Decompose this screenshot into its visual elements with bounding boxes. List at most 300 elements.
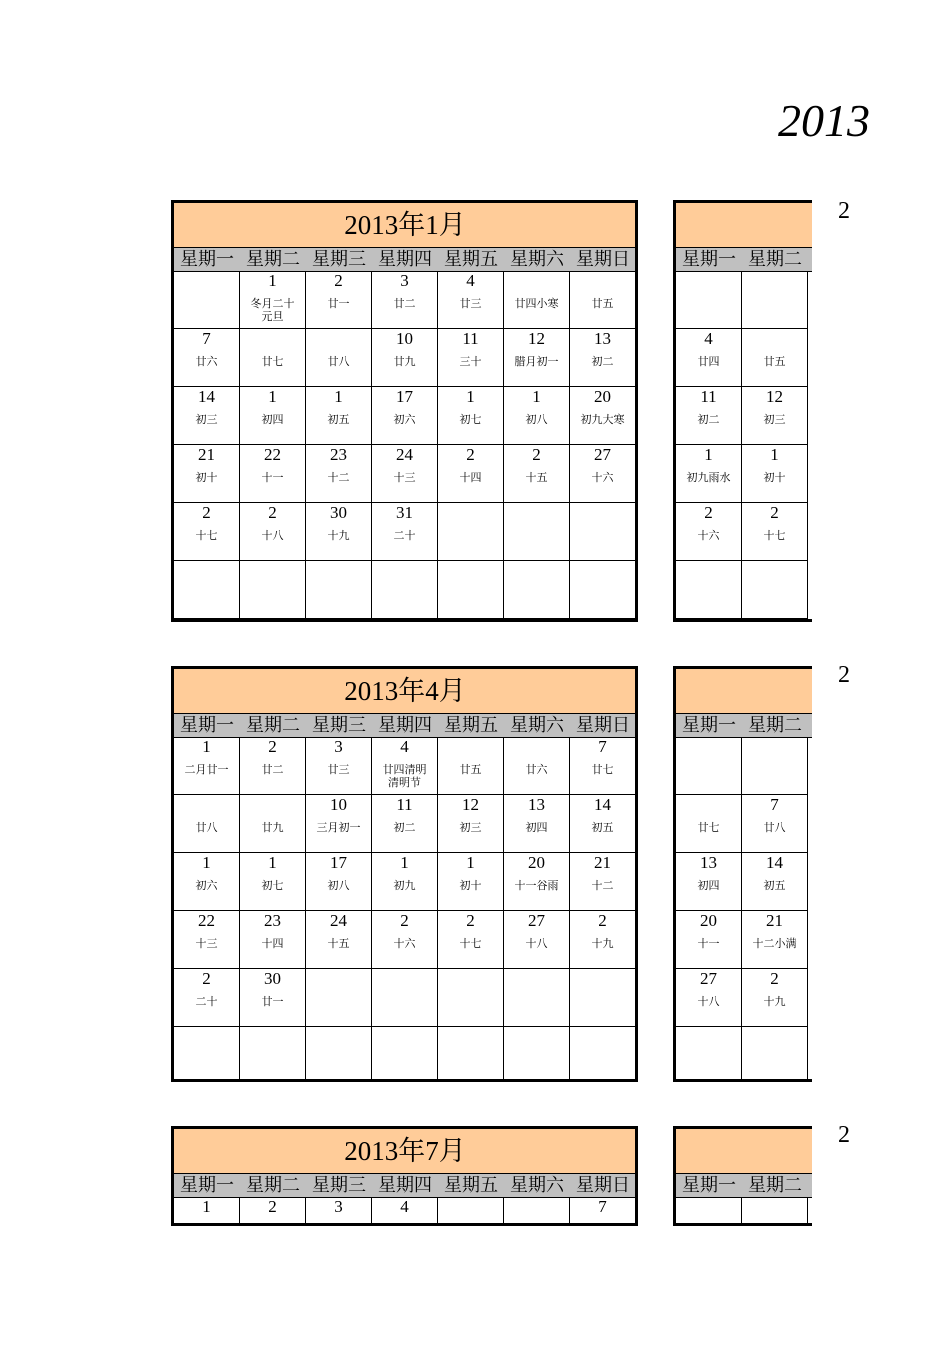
month-header — [676, 203, 812, 248]
day-cell[interactable] — [372, 911, 438, 969]
day-number: 2 — [202, 969, 211, 988]
lunar-date: 廿四清明 清明节 — [382, 763, 427, 789]
lunar-date: 初七 — [261, 879, 284, 892]
day-cell[interactable] — [742, 969, 808, 1027]
lunar-date: 初五 — [763, 879, 786, 892]
month-calendar — [171, 200, 638, 622]
weekday-label: 星期一 — [682, 1175, 736, 1196]
day-number: 13 — [594, 329, 611, 348]
day-number: 4 — [466, 271, 475, 290]
day-number: 1 — [704, 445, 713, 464]
day-cell[interactable] — [240, 387, 306, 445]
day-cell[interactable] — [504, 737, 570, 795]
month-header — [676, 1129, 812, 1174]
day-number: 14 — [766, 853, 783, 872]
day-cell[interactable] — [570, 853, 636, 911]
weekday-label: 星期五 — [444, 715, 498, 736]
day-number: 3 — [334, 1197, 343, 1216]
day-number: 2 — [334, 271, 343, 290]
weekday-label: 星期六 — [510, 249, 564, 270]
month-title: 2013年4月 — [344, 676, 466, 706]
day-cell[interactable] — [570, 969, 636, 1027]
month-header — [174, 203, 635, 248]
day-number: 1 — [400, 853, 409, 872]
lunar-date: 十六 — [393, 937, 416, 950]
lunar-date: 初二 — [591, 355, 614, 368]
day-number: 12 — [528, 329, 545, 348]
weekday-row — [676, 248, 812, 272]
lunar-date: 廿八 — [327, 355, 350, 368]
day-number: 2 — [532, 445, 541, 464]
lunar-date: 十七 — [763, 529, 786, 542]
day-cell[interactable] — [174, 795, 240, 853]
lunar-date: 初五 — [591, 821, 614, 834]
day-cell[interactable] — [676, 503, 742, 561]
day-number: 23 — [330, 445, 347, 464]
weekday-label: 星期二 — [246, 1175, 300, 1196]
day-number: 20 — [528, 853, 545, 872]
day-number: 7 — [598, 1197, 607, 1216]
lunar-date: 廿八 — [195, 821, 218, 834]
day-cell[interactable] — [306, 503, 372, 561]
lunar-date: 廿六 — [525, 763, 548, 776]
day-number: 4 — [704, 329, 713, 348]
day-cell[interactable] — [570, 795, 636, 853]
day-cell[interactable] — [676, 445, 742, 503]
day-number: 2 — [704, 503, 713, 522]
lunar-date: 初四 — [261, 413, 284, 426]
day-number: 1 — [268, 853, 277, 872]
day-cell[interactable] — [438, 387, 504, 445]
day-cell[interactable] — [438, 795, 504, 853]
day-number: 30 — [330, 503, 347, 522]
lunar-date: 十九 — [327, 529, 350, 542]
day-cell[interactable] — [174, 503, 240, 561]
lunar-date: 冬月二十 元旦 — [250, 297, 295, 323]
day-number: 12 — [766, 387, 783, 406]
day-cell[interactable] — [570, 271, 636, 329]
day-cell[interactable] — [676, 271, 742, 329]
lunar-date: 初七 — [459, 413, 482, 426]
lunar-date: 初九 — [393, 879, 416, 892]
day-number: 2 — [268, 737, 277, 756]
day-cell[interactable] — [372, 1027, 438, 1082]
day-cell[interactable] — [240, 561, 306, 619]
day-number: 2 — [202, 503, 211, 522]
day-number: 1 — [202, 1197, 211, 1216]
month-header — [174, 1129, 635, 1174]
day-cell[interactable] — [676, 387, 742, 445]
weekday-label: 星期三 — [312, 715, 366, 736]
day-cell[interactable] — [438, 329, 504, 387]
lunar-date: 初十 — [459, 879, 482, 892]
day-cell[interactable] — [372, 329, 438, 387]
lunar-date: 十八 — [697, 995, 720, 1008]
lunar-date: 三十 — [459, 355, 482, 368]
lunar-date: 初三 — [195, 413, 218, 426]
day-cell[interactable] — [676, 853, 742, 911]
month-header — [174, 669, 635, 714]
lunar-date: 二月廿一 — [184, 763, 229, 776]
lunar-date: 二十 — [195, 995, 218, 1008]
day-cell[interactable] — [438, 271, 504, 329]
weekday-label: 星期一 — [180, 715, 234, 736]
weekday-label: 星期二 — [246, 715, 300, 736]
weekday-row — [174, 248, 635, 272]
day-cell[interactable] — [504, 329, 570, 387]
day-number: 30 — [264, 969, 281, 988]
day-cell[interactable] — [240, 1197, 306, 1226]
day-number: 21 — [198, 445, 215, 464]
day-cell[interactable] — [742, 329, 808, 387]
day-cell[interactable] — [174, 1027, 240, 1082]
day-number: 4 — [400, 737, 409, 756]
day-number: 20 — [594, 387, 611, 406]
month-title-partial: 2 — [838, 198, 850, 224]
day-cell[interactable] — [240, 969, 306, 1027]
day-cell[interactable] — [306, 853, 372, 911]
lunar-date: 十一 — [697, 937, 720, 950]
day-cell[interactable] — [676, 969, 742, 1027]
day-number: 1 — [466, 853, 475, 872]
day-cell[interactable] — [174, 445, 240, 503]
day-cell[interactable] — [240, 853, 306, 911]
day-cell[interactable] — [504, 445, 570, 503]
lunar-date: 初二 — [393, 821, 416, 834]
day-cell[interactable] — [742, 561, 808, 619]
lunar-date: 十六 — [591, 471, 614, 484]
day-cell[interactable] — [676, 795, 742, 853]
day-cell[interactable] — [504, 1027, 570, 1082]
lunar-date: 十四 — [261, 937, 284, 950]
lunar-date: 十二小满 — [752, 937, 797, 950]
day-cell[interactable] — [372, 969, 438, 1027]
lunar-date: 十三 — [195, 937, 218, 950]
day-cell[interactable] — [742, 1027, 808, 1082]
lunar-date: 十六 — [697, 529, 720, 542]
lunar-date: 初八 — [525, 413, 548, 426]
day-number: 2 — [770, 503, 779, 522]
lunar-date: 初九雨水 — [686, 471, 731, 484]
day-cell[interactable] — [504, 387, 570, 445]
day-cell[interactable] — [240, 271, 306, 329]
day-cell[interactable] — [676, 561, 742, 619]
day-cell[interactable] — [504, 503, 570, 561]
day-number: 2 — [466, 911, 475, 930]
day-cell[interactable] — [742, 387, 808, 445]
lunar-date: 廿一 — [327, 297, 350, 310]
day-cell[interactable] — [438, 737, 504, 795]
day-cell[interactable] — [240, 795, 306, 853]
month-calendar-partial — [673, 1126, 812, 1226]
day-cell[interactable] — [438, 1027, 504, 1082]
lunar-date: 十五 — [525, 471, 548, 484]
day-cell[interactable] — [306, 445, 372, 503]
day-cell[interactable] — [372, 503, 438, 561]
day-number: 31 — [396, 503, 413, 522]
day-cell[interactable] — [306, 911, 372, 969]
day-cell[interactable] — [174, 911, 240, 969]
weekday-row — [676, 1174, 812, 1198]
lunar-date: 廿九 — [261, 821, 284, 834]
lunar-date: 廿二 — [261, 763, 284, 776]
day-cell[interactable] — [438, 911, 504, 969]
weekday-label: 星期一 — [180, 249, 234, 270]
day-number: 2 — [770, 969, 779, 988]
day-cell[interactable] — [742, 1197, 808, 1226]
lunar-date: 廿四 — [697, 355, 720, 368]
day-number: 13 — [700, 853, 717, 872]
lunar-date: 十七 — [459, 937, 482, 950]
day-cell[interactable] — [570, 503, 636, 561]
day-number: 21 — [594, 853, 611, 872]
month-calendar-partial — [673, 200, 812, 622]
year-title: 2013 — [778, 95, 870, 146]
day-cell[interactable] — [372, 795, 438, 853]
day-number: 23 — [264, 911, 281, 930]
lunar-date: 初二 — [697, 413, 720, 426]
day-cell[interactable] — [174, 969, 240, 1027]
month-title: 2013年7月 — [344, 1136, 466, 1166]
day-cell[interactable] — [438, 969, 504, 1027]
weekday-label: 星期四 — [378, 715, 432, 736]
day-cell[interactable] — [174, 737, 240, 795]
day-cell[interactable] — [174, 329, 240, 387]
day-cell[interactable] — [306, 1197, 372, 1226]
day-cell[interactable] — [372, 737, 438, 795]
day-cell[interactable] — [438, 1197, 504, 1226]
day-cell[interactable] — [742, 911, 808, 969]
day-cell[interactable] — [438, 445, 504, 503]
lunar-date: 廿三 — [459, 297, 482, 310]
lunar-date: 十八 — [525, 937, 548, 950]
lunar-date: 初十 — [195, 471, 218, 484]
day-number: 4 — [400, 1197, 409, 1216]
day-number: 2 — [268, 503, 277, 522]
day-number: 2 — [598, 911, 607, 930]
day-number: 1 — [268, 387, 277, 406]
lunar-date: 三月初一 — [316, 821, 361, 834]
day-number: 7 — [770, 795, 779, 814]
lunar-date: 十三 — [393, 471, 416, 484]
day-cell[interactable] — [742, 503, 808, 561]
day-cell[interactable] — [438, 853, 504, 911]
lunar-date: 廿七 — [591, 763, 614, 776]
month-calendar — [171, 1126, 638, 1226]
lunar-date: 廿九 — [393, 355, 416, 368]
lunar-date: 十九 — [591, 937, 614, 950]
day-number: 1 — [268, 271, 277, 290]
lunar-date: 廿一 — [261, 995, 284, 1008]
day-cell[interactable] — [570, 911, 636, 969]
day-cell[interactable] — [372, 445, 438, 503]
day-number: 27 — [700, 969, 717, 988]
month-title-partial: 2 — [838, 662, 850, 688]
day-number: 10 — [396, 329, 413, 348]
day-number: 27 — [528, 911, 545, 930]
weekday-label: 星期六 — [510, 715, 564, 736]
lunar-date: 初六 — [393, 413, 416, 426]
lunar-date: 初八 — [327, 879, 350, 892]
day-number: 7 — [202, 329, 211, 348]
day-cell[interactable] — [570, 387, 636, 445]
day-cell[interactable] — [570, 445, 636, 503]
month-title-partial: 2 — [838, 1122, 850, 1148]
day-cell[interactable] — [306, 271, 372, 329]
day-cell[interactable] — [676, 911, 742, 969]
day-cell[interactable] — [504, 969, 570, 1027]
day-cell[interactable] — [504, 853, 570, 911]
day-cell[interactable] — [372, 387, 438, 445]
day-number: 20 — [700, 911, 717, 930]
day-cell[interactable] — [372, 561, 438, 619]
day-number: 22 — [198, 911, 215, 930]
weekday-label: 星期三 — [312, 1175, 366, 1196]
day-number: 7 — [598, 737, 607, 756]
day-number: 2 — [466, 445, 475, 464]
lunar-date: 十二 — [327, 471, 350, 484]
lunar-date: 廿二 — [393, 297, 416, 310]
day-cell[interactable] — [306, 795, 372, 853]
day-cell[interactable] — [240, 445, 306, 503]
day-number: 11 — [462, 329, 479, 348]
day-cell[interactable] — [570, 1027, 636, 1082]
day-cell[interactable] — [174, 561, 240, 619]
day-cell[interactable] — [240, 329, 306, 387]
day-number: 1 — [466, 387, 475, 406]
month-calendar-partial — [673, 666, 812, 1082]
day-cell[interactable] — [240, 503, 306, 561]
day-cell[interactable] — [676, 329, 742, 387]
day-cell[interactable] — [240, 911, 306, 969]
lunar-date: 初五 — [327, 413, 350, 426]
day-cell[interactable] — [174, 853, 240, 911]
weekday-label: 星期五 — [444, 249, 498, 270]
weekday-label: 星期二 — [748, 715, 802, 736]
weekday-label: 星期一 — [682, 249, 736, 270]
day-cell[interactable] — [676, 1197, 742, 1226]
day-number: 1 — [202, 737, 211, 756]
day-cell[interactable] — [742, 271, 808, 329]
lunar-date: 十一 — [261, 471, 284, 484]
weekday-label: 星期五 — [444, 1175, 498, 1196]
day-cell[interactable] — [306, 329, 372, 387]
day-number: 3 — [400, 271, 409, 290]
weekday-label: 星期二 — [748, 249, 802, 270]
weekday-label: 星期四 — [378, 1175, 432, 1196]
weekday-label: 星期日 — [576, 715, 630, 736]
day-cell[interactable] — [240, 737, 306, 795]
weekday-label: 星期三 — [312, 249, 366, 270]
day-cell[interactable] — [504, 271, 570, 329]
day-number: 1 — [532, 387, 541, 406]
day-cell[interactable] — [306, 737, 372, 795]
lunar-date: 廿五 — [459, 763, 482, 776]
lunar-date: 十一谷雨 — [514, 879, 559, 892]
lunar-date: 十四 — [459, 471, 482, 484]
lunar-date: 初三 — [459, 821, 482, 834]
lunar-date: 廿八 — [763, 821, 786, 834]
lunar-date: 十九 — [763, 995, 786, 1008]
day-number: 11 — [700, 387, 717, 406]
day-cell[interactable] — [174, 1197, 240, 1226]
lunar-date: 廿五 — [591, 297, 614, 310]
day-number: 21 — [766, 911, 783, 930]
lunar-date: 十七 — [195, 529, 218, 542]
day-cell[interactable] — [504, 561, 570, 619]
day-number: 3 — [334, 737, 343, 756]
lunar-date: 十八 — [261, 529, 284, 542]
day-cell[interactable] — [372, 271, 438, 329]
day-cell[interactable] — [742, 795, 808, 853]
lunar-date: 二十 — [393, 529, 416, 542]
weekday-row — [174, 1174, 635, 1198]
lunar-date: 初三 — [763, 413, 786, 426]
lunar-date: 廿三 — [327, 763, 350, 776]
day-cell[interactable] — [504, 911, 570, 969]
day-cell[interactable] — [438, 503, 504, 561]
day-cell[interactable] — [240, 1027, 306, 1082]
day-cell[interactable] — [504, 795, 570, 853]
day-number: 1 — [202, 853, 211, 872]
lunar-date: 廿五 — [763, 355, 786, 368]
day-number: 12 — [462, 795, 479, 814]
day-cell[interactable] — [306, 387, 372, 445]
day-number: 17 — [396, 387, 413, 406]
day-cell[interactable] — [742, 445, 808, 503]
day-cell[interactable] — [306, 1027, 372, 1082]
day-cell[interactable] — [570, 1197, 636, 1226]
lunar-date: 腊月初一 — [514, 355, 559, 368]
month-calendar — [171, 666, 638, 1082]
day-cell[interactable] — [570, 561, 636, 619]
day-cell[interactable] — [174, 387, 240, 445]
weekday-label: 星期一 — [180, 1175, 234, 1196]
day-cell[interactable] — [306, 969, 372, 1027]
month-title: 2013年1月 — [344, 210, 466, 240]
day-cell[interactable] — [372, 1197, 438, 1226]
day-cell[interactable] — [570, 737, 636, 795]
weekday-label: 星期四 — [378, 249, 432, 270]
day-cell[interactable] — [742, 737, 808, 795]
day-cell[interactable] — [174, 271, 240, 329]
day-number: 17 — [330, 853, 347, 872]
lunar-date: 初六 — [195, 879, 218, 892]
day-cell[interactable] — [504, 1197, 570, 1226]
day-number: 24 — [396, 445, 413, 464]
day-cell[interactable] — [372, 853, 438, 911]
lunar-date: 廿四小寒 — [514, 297, 559, 310]
day-number: 14 — [198, 387, 215, 406]
day-cell[interactable] — [676, 1027, 742, 1082]
day-number: 27 — [594, 445, 611, 464]
day-number: 22 — [264, 445, 281, 464]
lunar-date: 廿六 — [195, 355, 218, 368]
day-number: 13 — [528, 795, 545, 814]
lunar-date: 廿七 — [261, 355, 284, 368]
weekday-label: 星期二 — [748, 1175, 802, 1196]
day-cell[interactable] — [438, 561, 504, 619]
day-cell[interactable] — [306, 561, 372, 619]
day-cell[interactable] — [676, 737, 742, 795]
day-number: 2 — [268, 1197, 277, 1216]
day-cell[interactable] — [742, 853, 808, 911]
day-cell[interactable] — [570, 329, 636, 387]
weekday-row — [676, 714, 812, 738]
lunar-date: 十五 — [327, 937, 350, 950]
day-number: 11 — [396, 795, 413, 814]
day-number: 10 — [330, 795, 347, 814]
